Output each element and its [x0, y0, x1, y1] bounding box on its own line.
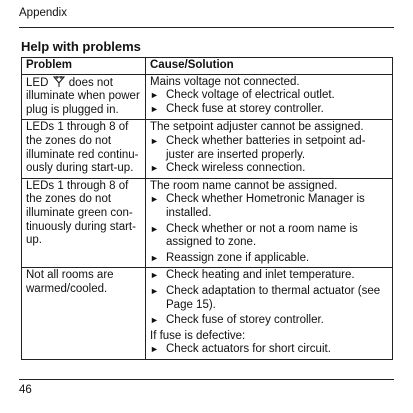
- solution-text: Check wireless connection.: [166, 162, 306, 175]
- solution-item: [150, 162, 388, 176]
- bullet-arrow-icon: ►: [150, 252, 159, 263]
- bullet-arrow-icon: ►: [150, 285, 159, 296]
- solution-text: Check fuse at storey controller.: [166, 102, 324, 115]
- help-table: [21, 57, 393, 360]
- problem-column-header: Problem: [22, 58, 146, 75]
- solution-item: [150, 89, 388, 103]
- table-row: [22, 268, 393, 360]
- solution-item: [150, 252, 388, 266]
- problem-cell: LEDs 1 through 8 of the zones do not illuminate red continuously during start-up.: [22, 120, 146, 178]
- section-title: Help with problems: [21, 39, 141, 54]
- cause-text: If fuse is defective:: [150, 329, 246, 342]
- solution-item: [150, 269, 388, 283]
- table-row: [22, 178, 393, 268]
- solution-text: Check whether or not a room name is assigned to zone.: [166, 222, 358, 249]
- problem-text-rest: does not illuminate when power plug is plugged in.: [26, 76, 140, 116]
- table-row: [22, 120, 393, 178]
- bullet-arrow-icon: ►: [150, 223, 159, 234]
- problem-cell: LEDs 1 through 8 of the zones do not illuminate green continuously during start-up.: [22, 178, 146, 268]
- solution-item: [150, 314, 388, 328]
- problem-cell: [22, 74, 146, 120]
- solution-item: [150, 103, 388, 117]
- solution-item: [150, 223, 388, 250]
- table-header-row: [22, 58, 393, 75]
- problem-text-lead: LED: [26, 76, 49, 89]
- solution-item: [150, 193, 388, 220]
- solution-text: Check voltage of electrical outlet.: [166, 89, 335, 102]
- solution-item: [150, 285, 388, 312]
- bullet-arrow-icon: ►: [150, 270, 159, 281]
- table-row: [22, 74, 393, 120]
- bullet-arrow-icon: ►: [150, 344, 159, 355]
- solution-text: Reassign zone if applicable.: [166, 251, 310, 264]
- footer-rule: [19, 379, 394, 380]
- cause-cell: [146, 120, 393, 178]
- bullet-arrow-icon: ►: [150, 194, 159, 205]
- solution-text: Check whether Hometronic Manager is installed.: [166, 193, 365, 219]
- cause-text: Mains voltage not connected.: [150, 75, 300, 88]
- running-header: Appendix: [19, 7, 67, 19]
- bullet-arrow-icon: ►: [150, 103, 159, 114]
- cause-cell: [146, 268, 393, 360]
- cause-cell: [146, 74, 393, 120]
- page-number: 46: [19, 384, 32, 396]
- solution-text: Check fuse of storey controller.: [166, 314, 324, 327]
- bullet-arrow-icon: ►: [150, 90, 159, 101]
- cause-column-header: Cause/Solution: [146, 58, 393, 75]
- cause-cell: [146, 178, 393, 268]
- solution-item: [150, 135, 388, 162]
- header-rule: [19, 27, 394, 28]
- mains-plug-icon: [53, 76, 65, 87]
- cause-text: The setpoint adjuster cannot be assigned.: [150, 121, 364, 134]
- solution-item: [150, 343, 388, 357]
- problem-cell: Not all rooms are warmed/cooled.: [22, 268, 146, 360]
- bullet-arrow-icon: ►: [150, 315, 159, 326]
- bullet-arrow-icon: ►: [150, 135, 159, 146]
- bullet-arrow-icon: ►: [150, 163, 159, 174]
- solution-text: Check heating and inlet temperature.: [166, 269, 355, 282]
- solution-text: Check whether batteries in setpoint adjuster are inserted properly.: [166, 134, 366, 161]
- solution-text: Check actuators for short circuit.: [166, 343, 331, 356]
- solution-text: Check adaptation to thermal actuator (see Page 15).: [166, 284, 381, 311]
- cause-text: The room name cannot be assigned.: [150, 179, 338, 192]
